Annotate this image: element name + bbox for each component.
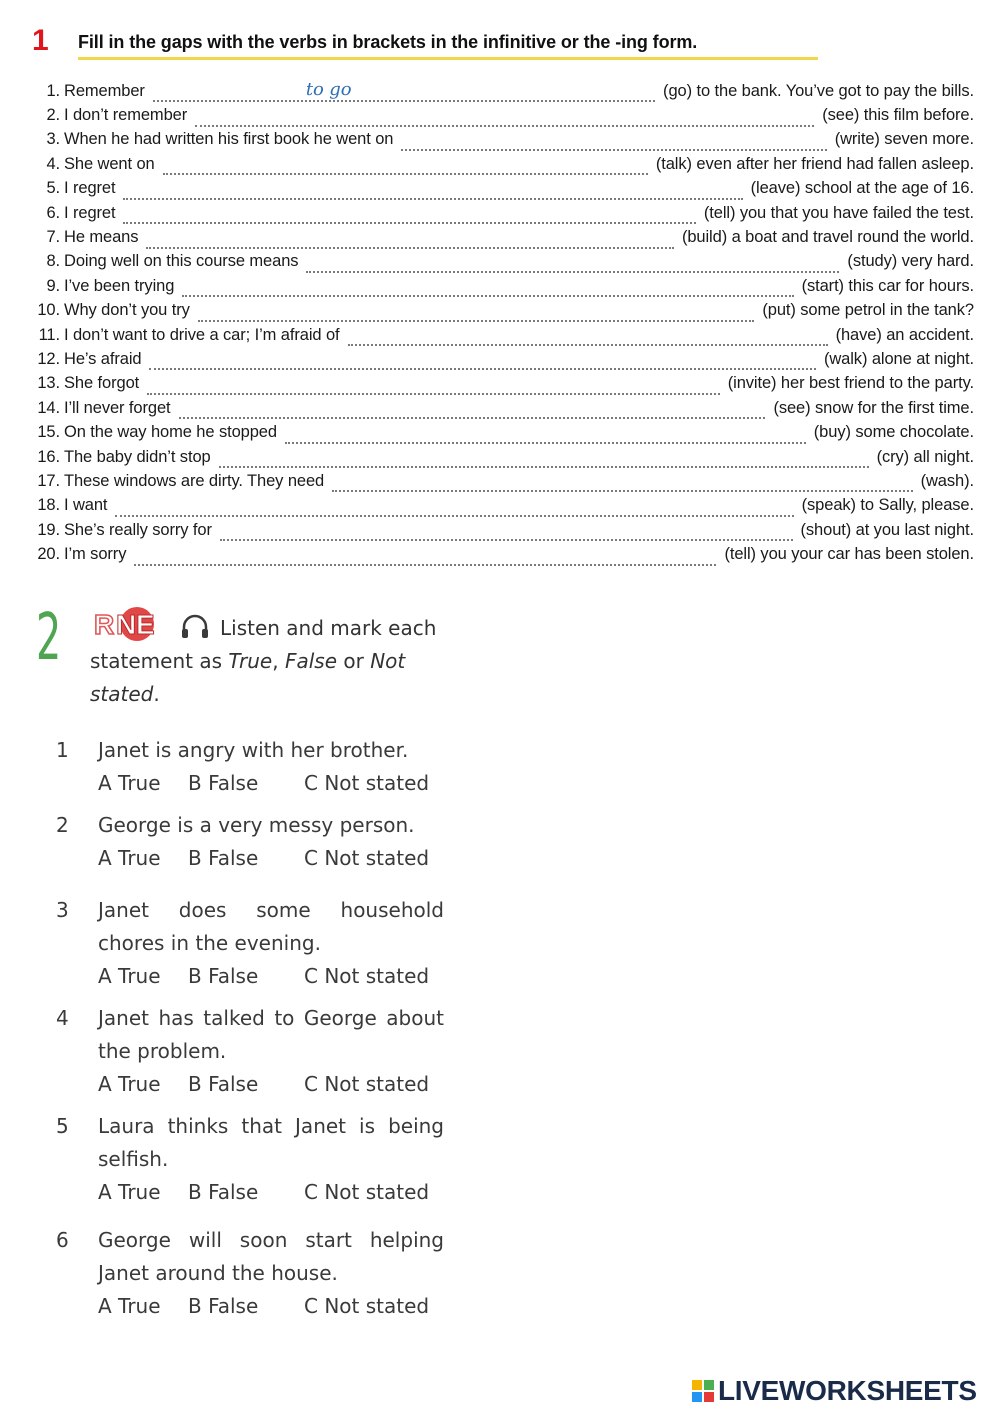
item-lead [26, 228, 138, 247]
question-item [56, 1110, 456, 1209]
item-prompt: I regret [64, 179, 116, 198]
item-prompt: I don’t remember [64, 106, 188, 125]
exercise-2-number: 2 [36, 601, 62, 675]
exercise-1-number: 1 [32, 24, 49, 57]
item-lead [26, 350, 141, 369]
answer-gap[interactable] [149, 352, 815, 370]
item-number: 15. [37, 423, 60, 442]
item-completion: (speak) to Sally, please. [801, 496, 974, 515]
question-text: George is a very messy person. [98, 813, 415, 837]
answer-options [98, 1290, 456, 1323]
item-completion: (walk) alone at night. [823, 349, 974, 368]
svg-text:N: N [116, 609, 137, 640]
item-lead [26, 130, 393, 149]
option-not-stated[interactable]: C Not stated [304, 1072, 430, 1096]
item-number: 7. [46, 228, 60, 247]
question-text: Janet has talked to George about the problem. [98, 1006, 444, 1063]
answer-gap[interactable] [306, 255, 839, 273]
item-completion: (write) seven more. [834, 130, 974, 149]
answer-gap[interactable] [348, 328, 828, 346]
item-lead [26, 326, 340, 345]
item-prompt: He means [64, 228, 139, 247]
question-item [56, 1002, 456, 1101]
gap-fill-item [26, 225, 974, 249]
item-lead [26, 82, 145, 101]
item-number: 5. [46, 179, 60, 198]
option-true[interactable]: A True [98, 964, 161, 988]
option-not-stated[interactable]: C Not stated [304, 1294, 430, 1318]
question-number: 1 [56, 738, 69, 762]
item-prompt: She went on [64, 154, 155, 173]
item-lead [26, 252, 298, 271]
item-completion: (study) very hard. [847, 252, 974, 271]
question-number: 2 [56, 813, 69, 837]
item-completion: (talk) even after her friend had fallen asleep. [655, 154, 974, 173]
item-completion: (put) some petrol in the tank? [762, 301, 974, 320]
item-lead [26, 472, 324, 491]
item-completion: (cry) all night. [876, 447, 974, 466]
item-completion: (shout) at you last night. [800, 520, 974, 539]
item-completion: (build) a boat and travel round the world. [681, 228, 974, 247]
item-lead [26, 423, 277, 442]
gap-fill-item [26, 372, 974, 396]
item-completion: (go) to the bank. You’ve got to pay the bills. [663, 81, 974, 100]
item-number: 2. [46, 106, 60, 125]
item-completion: (start) this car for hours. [801, 276, 974, 295]
item-lead [26, 277, 174, 296]
gap-fill-item [26, 347, 974, 371]
answer-gap[interactable] [401, 133, 826, 151]
liveworksheets-text: LIVEWORKSHEETS [718, 1375, 977, 1406]
item-number: 18. [37, 496, 60, 515]
answer-options [98, 767, 456, 800]
gap-fill-item [26, 323, 974, 347]
item-lead [26, 496, 107, 515]
gap-fill-item [26, 79, 974, 103]
item-lead [26, 521, 212, 540]
answer-gap[interactable] [153, 79, 655, 102]
item-number: 9. [46, 276, 60, 295]
option-true[interactable]: A True [98, 1180, 161, 1204]
answer-gap[interactable] [220, 523, 793, 541]
answer-gap[interactable] [146, 231, 674, 249]
gap-fill-item [26, 542, 974, 566]
svg-text:E: E [136, 609, 155, 640]
question-item [56, 809, 456, 875]
item-lead [26, 301, 190, 320]
item-completion: (tell) you that you have failed the test. [703, 203, 974, 222]
item-completion: (buy) some chocolate. [813, 423, 974, 442]
svg-text:R: R [94, 609, 115, 640]
answer-gap[interactable] [134, 548, 716, 566]
answer-gap[interactable] [163, 157, 648, 175]
answer-gap[interactable] [182, 279, 793, 297]
option-true[interactable]: A True [98, 1294, 161, 1318]
item-lead [26, 545, 126, 564]
answer-gap[interactable] [198, 304, 755, 322]
item-number: 1. [46, 81, 60, 100]
item-prompt: When he had written his first book he went on [64, 130, 394, 149]
item-prompt: He’s afraid [64, 349, 142, 368]
gap-fill-item [26, 518, 974, 542]
item-completion: (tell) you your car has been stolen. [724, 545, 974, 564]
answer-gap[interactable] [115, 499, 793, 517]
item-prompt: Why don’t you try [64, 301, 190, 320]
question-item [56, 894, 456, 993]
answer-options [98, 960, 456, 993]
question-number: 3 [56, 898, 69, 922]
answer-options [98, 1176, 456, 1209]
item-prompt: Doing well on this course means [64, 252, 299, 271]
item-prompt: She forgot [64, 374, 140, 393]
item-number: 13. [37, 374, 60, 393]
question-text: Janet is angry with her brother. [98, 738, 409, 762]
answer-options [98, 842, 456, 875]
gap-fill-item [26, 201, 974, 225]
gap-fill-item [26, 299, 974, 323]
item-prompt: I want [64, 496, 108, 515]
option-not-stated[interactable]: C Not stated [304, 1180, 430, 1204]
option-true[interactable]: A True [98, 846, 161, 870]
item-prompt: I’ll never forget [64, 398, 171, 417]
item-number: 11. [38, 325, 60, 344]
gap-fill-list [26, 79, 974, 567]
option-false[interactable]: B False [188, 1072, 259, 1096]
gap-fill-item [26, 103, 974, 127]
item-lead [26, 399, 171, 418]
answer-gap[interactable] [195, 109, 814, 127]
answer-gap[interactable] [123, 182, 742, 200]
item-number: 12. [37, 349, 60, 368]
item-prompt: These windows are dirty. They need [64, 471, 325, 490]
option-false[interactable]: B False [188, 1180, 259, 1204]
option-not-stated[interactable]: C Not stated [304, 771, 430, 795]
option-false[interactable]: B False [188, 771, 259, 795]
answer-gap[interactable] [285, 426, 806, 444]
gap-fill-item [26, 445, 974, 469]
example-answer: to go [303, 79, 355, 100]
gap-fill-item [26, 494, 974, 518]
gap-fill-item [26, 396, 974, 420]
gap-fill-item [26, 469, 974, 493]
option-not-stated[interactable]: C Not stated [304, 846, 430, 870]
item-prompt: The baby didn’t stop [64, 447, 211, 466]
item-completion: (invite) her best friend to the party. [727, 374, 974, 393]
instruction-separator: , [272, 649, 285, 673]
exercise-2-instruction [90, 612, 470, 711]
item-completion: (leave) school at the age of 16. [750, 179, 974, 198]
option-true[interactable]: A True [98, 1072, 161, 1096]
question-item [56, 734, 456, 800]
answer-options [98, 1068, 456, 1101]
title-underline [78, 57, 818, 60]
item-number: 8. [46, 252, 60, 271]
question-text: George will soon start helping Janet around the house. [98, 1228, 444, 1285]
item-prompt: On the way home he stopped [64, 423, 277, 442]
item-number: 14. [37, 398, 60, 417]
answer-gap[interactable] [123, 206, 695, 224]
item-number: 19. [37, 520, 60, 539]
gap-fill-item [26, 128, 974, 152]
item-prompt: I regret [64, 203, 116, 222]
option-false[interactable]: B False [188, 1294, 259, 1318]
item-prompt: I don’t want to drive a car; I’m afraid of [64, 325, 340, 344]
option-not-stated[interactable]: C Not stated [304, 964, 430, 988]
instruction-true: True [228, 649, 273, 673]
item-prompt: I’ve been trying [64, 276, 175, 295]
item-lead [26, 204, 115, 223]
liveworksheets-logo [692, 1376, 977, 1406]
item-completion: (see) this film before. [822, 106, 974, 125]
item-number: 17. [37, 471, 60, 490]
gap-fill-item [26, 177, 974, 201]
item-prompt: I’m sorry [64, 545, 127, 564]
gap-fill-item [26, 250, 974, 274]
item-number: 10. [37, 301, 60, 320]
instruction-text: Listen and mark each statement as [90, 616, 437, 673]
item-lead [26, 374, 139, 393]
item-completion: (have) an accident. [835, 325, 974, 344]
item-number: 16. [37, 447, 60, 466]
question-text: Laura thinks that Janet is being selfish. [98, 1114, 444, 1171]
item-lead [26, 448, 211, 467]
answer-gap[interactable] [179, 401, 766, 419]
item-lead [26, 106, 187, 125]
liveworksheets-badge-icon [692, 1380, 714, 1402]
instruction-not-stated: Not stated [90, 649, 406, 706]
exercise-1-title: Fill in the gaps with the verbs in brackets in the infinitive or the -ing form. [78, 32, 698, 52]
item-completion: (wash). [920, 471, 974, 490]
question-number: 5 [56, 1114, 69, 1138]
question-text: Janet does some household chores in the evening. [98, 898, 444, 955]
option-true[interactable]: A True [98, 771, 161, 795]
answer-gap[interactable] [219, 450, 869, 468]
option-false[interactable]: B False [188, 964, 259, 988]
item-number: 4. [46, 154, 60, 173]
item-completion: (see) snow for the first time. [773, 398, 974, 417]
answer-gap[interactable] [332, 474, 912, 492]
option-false[interactable]: B False [188, 846, 259, 870]
item-number: 3. [46, 130, 60, 149]
answer-gap[interactable] [147, 377, 720, 395]
instruction-end: . [153, 682, 160, 706]
instruction-or: or [337, 649, 371, 673]
gap-fill-item [26, 420, 974, 444]
item-prompt: She’s really sorry for [64, 520, 212, 539]
question-item [56, 1224, 456, 1323]
item-number: 20. [37, 545, 60, 564]
gap-fill-item [26, 152, 974, 176]
item-number: 6. [46, 203, 60, 222]
question-number: 4 [56, 1006, 69, 1030]
item-lead [26, 179, 115, 198]
item-lead [26, 155, 155, 174]
item-prompt: Remember [64, 81, 145, 100]
gap-fill-item [26, 274, 974, 298]
question-number: 6 [56, 1228, 69, 1252]
instruction-false: False [284, 649, 337, 673]
